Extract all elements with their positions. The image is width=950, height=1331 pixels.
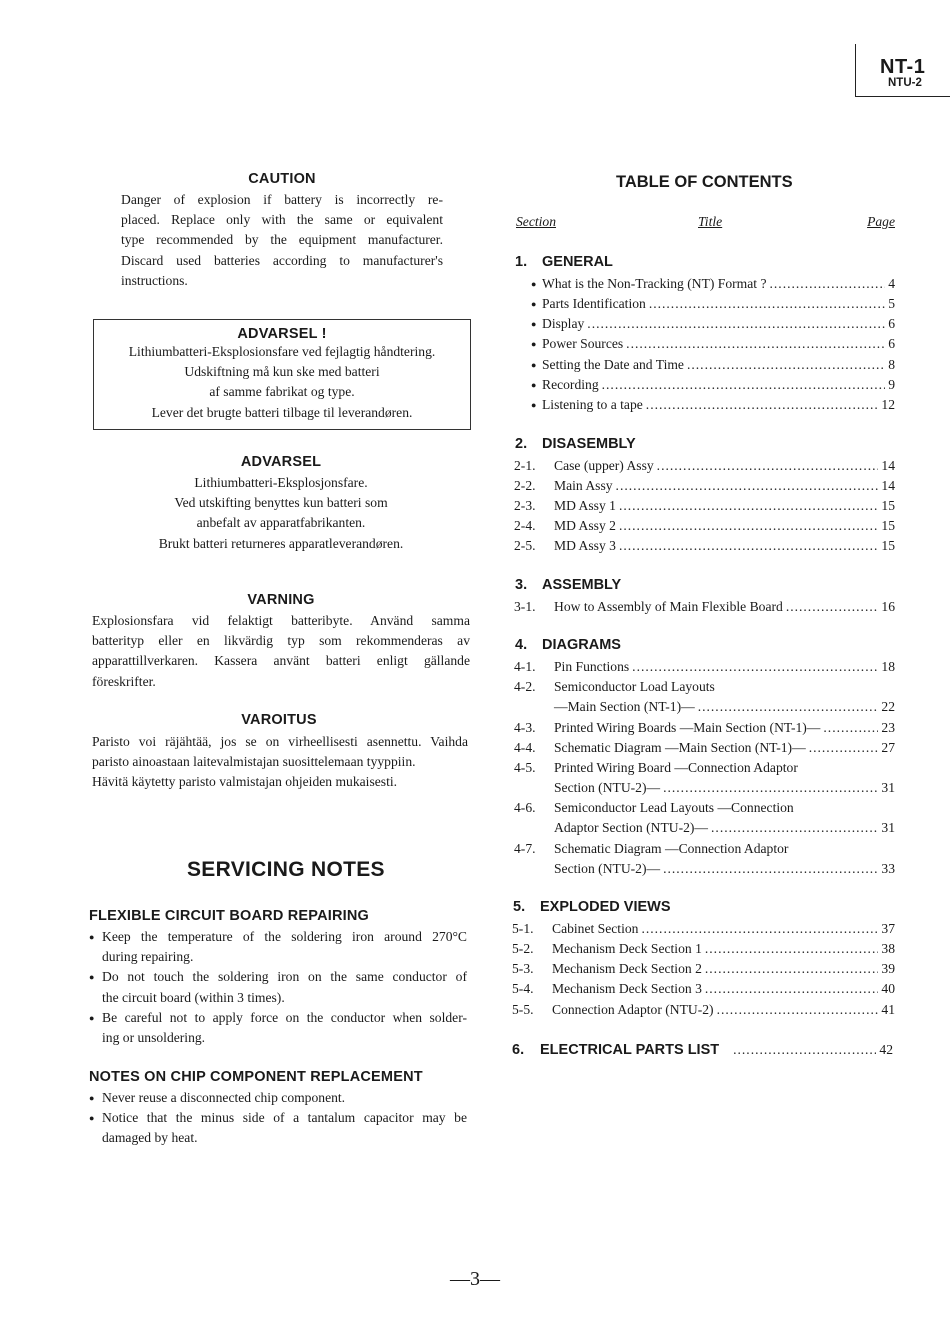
- list-item-line: the circuit board (within 3 times).: [102, 989, 285, 1005]
- list-item-line: ● Be careful not to apply force on the conductor when solder-: [102, 1009, 467, 1025]
- toc-col-title: Title: [698, 214, 723, 229]
- varoitus-text: [92, 732, 468, 793]
- toc-entry-title: Listening to a tape: [542, 397, 643, 412]
- toc-leader: [809, 738, 879, 758]
- caution-line: Danger of explosion if battery is incorrectly re-: [121, 192, 443, 207]
- toc-entry-number: 5-2.: [512, 941, 534, 956]
- toc-entry[interactable]: [514, 314, 895, 334]
- toc-entry[interactable]: [514, 334, 895, 354]
- toc-entry[interactable]: [514, 516, 895, 536]
- toc-column-headers: [516, 214, 895, 234]
- toc-leader: [657, 456, 879, 476]
- toc-entry-title: Case (upper) Assy: [554, 458, 654, 473]
- advarsel-danish-box: [93, 319, 471, 430]
- toc-entry-title: Setting the Date and Time: [542, 357, 684, 372]
- toc-entry-page: 31: [881, 820, 895, 835]
- toc-entry-number: 4-3.: [514, 720, 536, 735]
- toc-entry-title: MD Assy 2: [554, 518, 616, 533]
- toc-entry-number: 2-5.: [514, 538, 536, 553]
- toc-section-name: DISASEMBLY: [542, 436, 636, 452]
- toc-entry[interactable]: [514, 355, 895, 375]
- advarsel-norwegian-text: [93, 473, 469, 554]
- toc-entry-number: 2-3.: [514, 498, 536, 513]
- toc-entry-page: 22: [881, 699, 895, 714]
- list-item-line: damaged by heat.: [102, 1130, 198, 1146]
- toc-entry-title: Printed Wiring Boards —Main Section (NT-1)—: [554, 720, 821, 735]
- varoitus-title: VAROITUS: [241, 712, 317, 728]
- toc-leader: [711, 818, 878, 838]
- toc-entry-number: 5-1.: [512, 921, 534, 936]
- toc-entry-number: 4-2.: [514, 679, 536, 694]
- toc-entry-page: 23: [881, 720, 895, 735]
- toc-leader: [823, 718, 878, 738]
- toc-entry-title: Mechanism Deck Section 2: [552, 961, 702, 976]
- toc-section-assembly[interactable]: [515, 577, 621, 593]
- toc-leader: [663, 778, 878, 798]
- toc-entry-number: 4-4.: [514, 740, 536, 755]
- toc-entry-page: 5: [888, 296, 895, 311]
- toc-leader: [619, 496, 878, 516]
- toc-entry-title: Parts Identification: [542, 296, 646, 311]
- toc-entry-title: Connection Adaptor (NTU-2): [552, 1002, 714, 1017]
- toc-entry-number: 4-5.: [514, 760, 536, 775]
- toc-entry[interactable]: [512, 1000, 895, 1020]
- toc-leader: [698, 697, 879, 717]
- list-item-line: ● Keep the temperature of the soldering iron around 270°C: [102, 929, 467, 944]
- advarsel-danish-title: ADVARSEL !: [237, 326, 327, 342]
- toc-section-name: DIAGRAMS: [542, 637, 621, 653]
- toc-entry-number: 4-7.: [514, 841, 536, 856]
- toc-leader: [687, 355, 885, 375]
- toc-entry-page: 39: [881, 961, 895, 976]
- toc-entry[interactable]: [514, 677, 895, 697]
- toc-section-number: 2.: [515, 436, 528, 452]
- toc-leader: [641, 919, 878, 939]
- list-item-line: ing or unsoldering.: [102, 1030, 206, 1046]
- toc-leader: [786, 597, 879, 617]
- bullet-icon: ●: [531, 400, 537, 410]
- toc-leader: [602, 375, 886, 395]
- servicing-notes-title: SERVICING NOTES: [187, 858, 385, 881]
- toc-entry[interactable]: [514, 294, 895, 314]
- toc-entry-title: Mechanism Deck Section 3: [552, 981, 702, 996]
- toc-section-label: ELECTRICAL PARTS LIST: [540, 1042, 720, 1058]
- toc-entry-page: 15: [881, 518, 895, 533]
- toc-leader: [632, 657, 878, 677]
- toc-entry[interactable]: [514, 597, 895, 617]
- toc-entry-title: Schematic Diagram —Connection Adaptor: [554, 841, 789, 856]
- toc-entry[interactable]: [514, 536, 895, 556]
- toc-leader: [705, 959, 879, 979]
- toc-entry-title: How to Assembly of Main Flexible Board: [554, 599, 783, 614]
- toc-leader: [705, 979, 879, 999]
- chip-replacement-heading: NOTES ON CHIP COMPONENT REPLACEMENT: [89, 1069, 423, 1085]
- toc-section-name: EXPLODED VIEWS: [540, 899, 671, 915]
- toc-entry-continuation[interactable]: [514, 859, 895, 879]
- toc-entry-number: 2-4.: [514, 518, 536, 533]
- toc-entry-title: Section (NTU-2)—: [554, 861, 661, 876]
- toc-col-section: Section: [516, 214, 557, 229]
- list-item: [89, 1088, 467, 1108]
- toc-entry[interactable]: [514, 758, 895, 778]
- toc-entry-title: MD Assy 3: [554, 538, 616, 553]
- toc-section-number: 6.: [512, 1042, 525, 1058]
- varning-line: Explosionsfara vid felaktigt batteribyte. Använd samma: [92, 613, 470, 628]
- list-item-line: ● Do not touch the soldering iron on the same conductor of: [102, 969, 467, 985]
- toc-entry-continuation[interactable]: [514, 697, 895, 717]
- toc-entry[interactable]: [512, 919, 895, 939]
- varoitus-line: Paristo voi räjähtää, jos se on virheellisesti asennettu. Vaihda: [92, 734, 468, 749]
- toc-leader: [626, 334, 885, 354]
- toc-entry-title: Display: [542, 316, 585, 331]
- toc-entry[interactable]: [512, 959, 895, 979]
- toc-section-general[interactable]: [515, 254, 613, 270]
- toc-leader: [646, 395, 879, 415]
- toc-entry-page: 41: [881, 1002, 895, 1017]
- toc-entry-page: 6: [888, 316, 895, 331]
- flexible-board-list: [89, 927, 467, 1048]
- chip-replacement-list: [89, 1088, 467, 1149]
- toc-entry-page: 9: [888, 377, 895, 392]
- toc-section-number: 3.: [515, 577, 528, 593]
- list-item-line: during repairing.: [102, 949, 194, 965]
- advarsel-norwegian-line: Lithiumbatteri-Eksplosjonsfare.: [194, 475, 368, 490]
- advarsel-norwegian-title: ADVARSEL: [240, 454, 322, 470]
- toc-entry[interactable]: [514, 839, 895, 859]
- page-number: —3—: [450, 1268, 500, 1290]
- toc-entry-continuation[interactable]: [514, 818, 895, 838]
- toc-leader: [733, 1040, 876, 1060]
- caution-line: Discard used batteries according to manufacturer's: [121, 252, 443, 268]
- toc-section-number: 5.: [513, 899, 526, 915]
- toc-leader: [619, 536, 878, 556]
- toc-entry[interactable]: [512, 939, 895, 959]
- toc-entry[interactable]: [514, 395, 895, 415]
- list-item: [89, 1108, 467, 1148]
- caution-title: CAUTION: [248, 171, 316, 187]
- toc-entry-title: Schematic Diagram —Main Section (NT-1)—: [554, 740, 806, 755]
- toc-entry[interactable]: [514, 657, 895, 677]
- advarsel-norwegian-line: Brukt batteri returneres apparatleverandøren.: [158, 535, 404, 551]
- toc-entry-page: 14: [881, 478, 895, 493]
- varoitus-line: Hävitä käytetty paristo valmistajan ohjeiden mukaisesti.: [92, 774, 398, 790]
- toc-entry-page: 15: [881, 498, 895, 513]
- varning-line: batterityp eller en likvärdig typ som rekommenderas av: [92, 633, 470, 649]
- toc-leader: [587, 314, 885, 334]
- toc-entry-title: —Main Section (NT-1)—: [554, 699, 695, 714]
- advarsel-norwegian-line: anbefalt av apparatfabrikanten.: [196, 515, 366, 531]
- list-item: [89, 1008, 467, 1048]
- toc-entry-title: Semiconductor Lead Layouts —Connection: [554, 800, 794, 815]
- model-number: NT-1: [880, 56, 926, 78]
- list-item: [89, 927, 467, 967]
- caution-line: type recommended by the equipment manufacturer.: [121, 232, 443, 248]
- list-item-line: ● Never reuse a disconnected chip component.: [102, 1090, 346, 1105]
- toc-entry-page: 27: [881, 740, 895, 755]
- toc-section-name: [512, 1040, 719, 1060]
- toc-entry-title: Main Assy: [554, 478, 613, 493]
- toc-entry-number: 3-1.: [514, 599, 536, 614]
- toc-entry-page: 15: [881, 538, 895, 553]
- bullet-icon: ●: [531, 360, 537, 370]
- toc-section-disassembly[interactable]: [515, 436, 636, 452]
- toc-section-exploded-views[interactable]: [513, 899, 671, 915]
- advarsel-danish-line: Lever det brugte batteri tilbage til leverandøren.: [151, 404, 413, 420]
- toc-entry-page: 42: [879, 1042, 893, 1057]
- varning-line: apparattillverkaren. Kassera använt batteri enligt gällande: [92, 653, 470, 669]
- toc-entry[interactable]: [514, 375, 895, 395]
- toc-entry-title: Pin Functions: [554, 659, 630, 674]
- toc-leader: [616, 476, 879, 496]
- toc-entry-title: Cabinet Section: [552, 921, 639, 936]
- toc-entry-title: Section (NTU-2)—: [554, 780, 661, 795]
- varning-text: [92, 611, 470, 692]
- toc-entry-title: What is the Non-Tracking (NT) Format ?: [542, 276, 767, 291]
- toc-leader: [619, 516, 878, 536]
- toc-entry[interactable]: [514, 476, 895, 496]
- toc-col-page: Page: [867, 214, 895, 229]
- toc-leader: [705, 939, 879, 959]
- caution-line: instructions.: [121, 272, 188, 288]
- toc-entry[interactable]: [514, 496, 895, 516]
- toc-leader: [663, 859, 878, 879]
- toc-leader: [717, 1000, 879, 1020]
- toc-entry-page: 4: [888, 276, 895, 291]
- toc-title: TABLE OF CONTENTS: [616, 173, 793, 191]
- toc-section-number: 4.: [515, 637, 528, 653]
- toc-entry-page: 33: [881, 861, 895, 876]
- advarsel-danish-text: [94, 342, 470, 423]
- toc-entry-title: Mechanism Deck Section 1: [552, 941, 702, 956]
- toc-entry-page: 14: [881, 458, 895, 473]
- toc-entry-number: 5-4.: [512, 981, 534, 996]
- bullet-icon: ●: [531, 319, 537, 329]
- toc-section-number: 1.: [515, 254, 528, 270]
- toc-entry-number: 2-1.: [514, 458, 536, 473]
- toc-entry[interactable]: [514, 798, 895, 818]
- varning-title: VARNING: [247, 592, 315, 608]
- toc-section-electrical-parts-list[interactable]: [512, 1040, 893, 1060]
- bullet-icon: ●: [531, 380, 537, 390]
- toc-entry-title: Semiconductor Load Layouts: [554, 679, 715, 694]
- varning-line: föreskrifter.: [92, 673, 156, 689]
- toc-entry-title: Adaptor Section (NTU-2)—: [554, 820, 709, 835]
- bullet-icon: ●: [531, 339, 537, 349]
- toc-section-diagrams[interactable]: [515, 637, 621, 653]
- toc-entry[interactable]: [514, 274, 895, 294]
- toc-entry-number: 2-2.: [514, 478, 536, 493]
- bullet-icon: ●: [531, 279, 537, 289]
- toc-entry-number: 4-1.: [514, 659, 536, 674]
- toc-entry-page: 12: [881, 397, 895, 412]
- toc-entry-number: 5-3.: [512, 961, 534, 976]
- toc-entry-page: 37: [881, 921, 895, 936]
- model-header: [855, 44, 950, 97]
- toc-entry-page: 31: [881, 780, 895, 795]
- toc-entry-page: 38: [881, 941, 895, 956]
- advarsel-danish-line: Lithiumbatteri-Eksplosionsfare ved fejlagtig håndtering.: [128, 344, 436, 359]
- bullet-icon: ●: [531, 299, 537, 309]
- toc-section-name: ASSEMBLY: [542, 577, 622, 593]
- toc-entry-title: MD Assy 1: [554, 498, 616, 513]
- varoitus-line: paristo ainoastaan laitevalmistajan suosittelemaan tyyppiin.: [92, 754, 416, 770]
- toc-entry[interactable]: [514, 738, 895, 758]
- toc-entry-title: Printed Wiring Board —Connection Adaptor: [554, 760, 798, 775]
- toc-entry-continuation[interactable]: [514, 778, 895, 798]
- toc-entry-title: Power Sources: [542, 336, 624, 351]
- toc-leader: [770, 274, 886, 294]
- advarsel-norwegian-line: Ved utskifting benyttes kun batteri som: [174, 495, 388, 511]
- toc-entry-page: 18: [881, 659, 895, 674]
- toc-leader: [649, 294, 885, 314]
- toc-entry-page: 8: [888, 357, 895, 372]
- toc-entry-page: 16: [881, 599, 895, 614]
- flexible-board-heading: FLEXIBLE CIRCUIT BOARD REPAIRING: [89, 908, 370, 924]
- toc-entry-page: 40: [881, 981, 895, 996]
- toc-entry-title: Recording: [542, 377, 599, 392]
- toc-entry[interactable]: [512, 979, 895, 999]
- advarsel-danish-line: Udskiftning må kun ske med batteri: [184, 364, 380, 380]
- caution-text: [121, 190, 443, 291]
- toc-entry-page: 6: [888, 336, 895, 351]
- toc-entry-number: 4-6.: [514, 800, 536, 815]
- toc-entry[interactable]: [514, 718, 895, 738]
- sub-model-number: NTU-2: [888, 77, 922, 89]
- toc-entry-number: 5-5.: [512, 1002, 534, 1017]
- toc-section-name: GENERAL: [542, 254, 613, 270]
- list-item-line: ● Notice that the minus side of a tantalum capacitor may be: [102, 1110, 467, 1126]
- toc-entry[interactable]: [514, 456, 895, 476]
- advarsel-danish-line: af samme fabrikat og type.: [209, 384, 355, 400]
- list-item: [89, 967, 467, 1007]
- caution-line: placed. Replace only with the same or equivalent: [121, 212, 443, 228]
